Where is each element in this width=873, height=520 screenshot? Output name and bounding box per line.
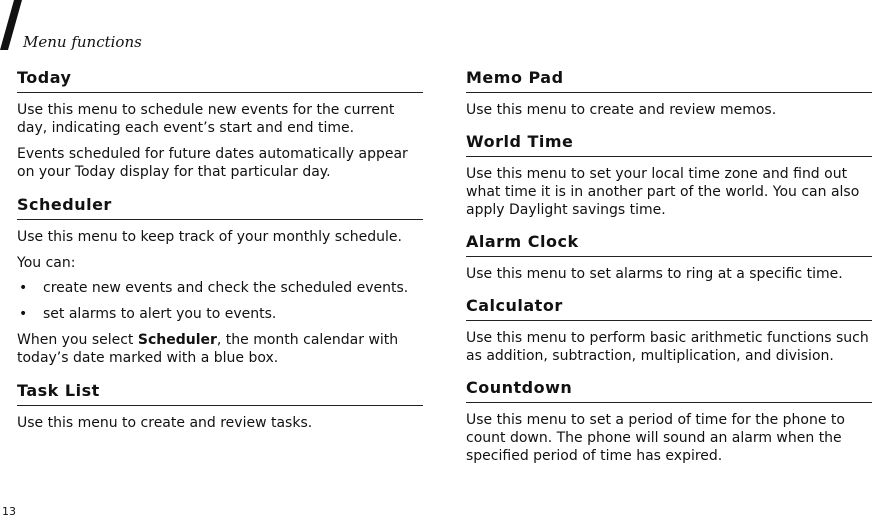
section-calculator: [466, 296, 872, 365]
paragraph: Use this menu to set a period of time for the phone to count down. The phone will sound an alarm when the specified period of time has expired.: [466, 412, 845, 464]
paragraph: Use this menu to schedule new events for the current day, indicating each event’s start and end time.: [17, 102, 395, 136]
section-heading: Memo Pad: [466, 68, 872, 93]
section-heading: Today: [17, 68, 423, 93]
list-item: • set alarms to alert you to events.: [17, 305, 423, 323]
section-heading: World Time: [466, 132, 872, 157]
section-countdown: [466, 378, 872, 465]
section-scheduler: [17, 195, 423, 367]
section-heading: Task List: [17, 381, 423, 406]
paragraph: You can:: [17, 255, 76, 271]
left-column: [17, 68, 423, 446]
section-heading: Countdown: [466, 378, 872, 403]
bullet-list: [17, 279, 423, 323]
section-task-list: [17, 381, 423, 432]
running-header: Menu functions: [23, 33, 142, 51]
paragraph: Use this menu to set your local time zone and find out what time it is in another part of the world. You can also apply Daylight savings time.: [466, 166, 860, 218]
section-heading: Scheduler: [17, 195, 423, 220]
text-run: , the month calendar with today’s date marked with a blue box.: [17, 332, 399, 366]
section-heading: Alarm Clock: [466, 232, 872, 257]
paragraph: [17, 331, 423, 367]
section-today: [17, 68, 423, 181]
paragraph: Use this menu to create and review tasks.: [17, 415, 313, 431]
page-number: 13: [2, 505, 16, 518]
paragraph: Use this menu to perform basic arithmetic functions such as addition, subtraction, multiplication, and division.: [466, 330, 869, 364]
section-heading: Calculator: [466, 296, 872, 321]
list-item: • create new events and check the scheduled events.: [17, 279, 423, 297]
paragraph: Use this menu to keep track of your monthly schedule.: [17, 229, 402, 245]
header-accent-bar: [0, 0, 22, 50]
text-run: When you select: [17, 332, 138, 348]
paragraph: Use this menu to create and review memos.: [466, 102, 777, 118]
keyword-scheduler: Scheduler: [137, 332, 217, 348]
paragraph: Use this menu to set alarms to ring at a specific time.: [466, 266, 843, 282]
section-alarm-clock: [466, 232, 872, 283]
section-world-time: [466, 132, 872, 219]
section-memo-pad: [466, 68, 872, 119]
paragraph: Events scheduled for future dates automatically appear on your Today display for that particular day.: [17, 146, 408, 180]
right-column: [466, 68, 872, 478]
